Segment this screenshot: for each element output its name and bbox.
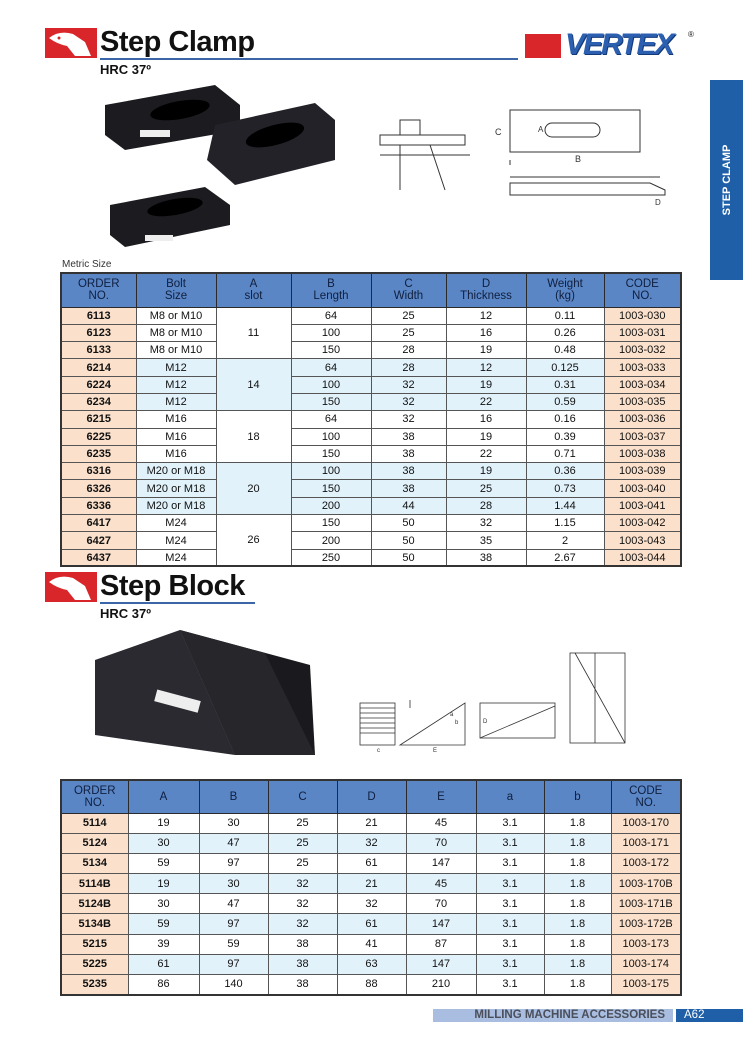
order-no: 6133 [61,342,136,359]
eagle-logo-icon [45,28,97,58]
value-cell: 47 [199,833,268,853]
header-text: A [159,790,168,803]
thickness-d: 19 [446,376,526,393]
bolt-size: M24 [136,515,216,532]
value-cell: 21 [337,874,406,894]
bolt-size: M20 or M18 [136,480,216,497]
order-no: 5235 [61,975,128,995]
table-row [61,833,681,853]
value-cell: 1.8 [544,853,611,873]
length-b: 150 [291,393,371,410]
value-cell: 59 [128,853,199,873]
table-row [61,411,681,428]
code-no: 1003-031 [604,324,681,341]
slot-a: 11 [216,307,291,359]
value-cell: 147 [406,914,476,934]
width-c: 50 [371,515,446,532]
value-cell: 19 [128,874,199,894]
column-header [61,273,136,307]
value-cell: 3.1 [476,954,544,974]
code-no: 1003-032 [604,342,681,359]
length-b: 200 [291,497,371,514]
value-cell: 38 [268,975,337,995]
table-row [61,549,681,566]
column-header [337,780,406,813]
weight: 0.125 [526,359,604,376]
width-c: 28 [371,342,446,359]
registered-mark: ® [688,30,694,39]
thickness-d: 16 [446,411,526,428]
slot-a: 20 [216,463,291,515]
header-text: ORDER [73,784,116,797]
section-title: Step Block [100,570,245,602]
header-text: Width [393,290,424,303]
order-no: 6326 [61,480,136,497]
header-text: CODE [629,784,663,797]
header-text: C [404,278,413,291]
value-cell: 97 [199,853,268,873]
value-cell: 19 [128,813,199,833]
weight: 0.73 [526,480,604,497]
code-no: 1003-037 [604,428,681,445]
value-cell: 30 [128,894,199,914]
value-cell: 32 [337,833,406,853]
value-cell: 147 [406,853,476,873]
value-cell: 30 [199,874,268,894]
value-cell: 3.1 [476,894,544,914]
svg-text:C: C [495,127,502,137]
weight: 0.26 [526,324,604,341]
value-cell: 70 [406,833,476,853]
column-header [291,273,371,307]
value-cell: 3.1 [476,853,544,873]
value-cell: 3.1 [476,934,544,954]
width-c: 25 [371,324,446,341]
length-b: 100 [291,463,371,480]
svg-text:A: A [538,125,544,134]
header-text: C [298,790,307,803]
header-text: B [229,790,238,803]
value-cell: 25 [268,833,337,853]
code-no: 1003-039 [604,463,681,480]
column-header [406,780,476,813]
value-cell: 59 [128,914,199,934]
side-tab-label: STEP CLAMP [720,144,733,216]
code-no: 1003-033 [604,359,681,376]
header-text: (kg) [555,290,575,303]
code-no: 1003-172 [611,853,681,873]
weight: 0.16 [526,411,604,428]
value-cell: 1.8 [544,914,611,934]
order-no: 5124 [61,833,128,853]
value-cell: 1.8 [544,954,611,974]
bolt-size: M20 or M18 [136,497,216,514]
width-c: 38 [371,463,446,480]
table-row [61,445,681,462]
value-cell: 21 [337,813,406,833]
vertex-eagle-icon [525,34,561,58]
code-no: 1003-174 [611,954,681,974]
footer-page-number: A62 [676,1009,743,1022]
value-cell: 32 [337,894,406,914]
value-cell: 88 [337,975,406,995]
length-b: 150 [291,342,371,359]
table-row [61,894,681,914]
column-header [476,780,544,813]
bolt-size: M8 or M10 [136,307,216,324]
value-cell: 45 [406,874,476,894]
order-no: 6417 [61,515,136,532]
order-no: 5114B [61,874,128,894]
header-text: b [574,790,581,803]
table-row [61,853,681,873]
value-cell: 3.1 [476,975,544,995]
bolt-size: M20 or M18 [136,463,216,480]
length-b: 150 [291,445,371,462]
thickness-d: 12 [446,307,526,324]
column-header [611,780,681,813]
bolt-size: M16 [136,411,216,428]
value-cell: 61 [337,914,406,934]
value-cell: 39 [128,934,199,954]
length-b: 150 [291,515,371,532]
table-row [61,359,681,376]
value-cell: 1.8 [544,894,611,914]
order-no: 5134 [61,853,128,873]
title-underline [100,602,255,604]
vertex-wordmark: VERTEX [565,28,673,61]
order-no: 6427 [61,532,136,549]
order-no: 5124B [61,894,128,914]
code-no: 1003-042 [604,515,681,532]
weight: 0.59 [526,393,604,410]
value-cell: 30 [199,813,268,833]
svg-text:D: D [483,719,488,725]
header-text: Length [313,290,349,303]
thickness-d: 16 [446,324,526,341]
table-row [61,532,681,549]
column-header [128,780,199,813]
width-c: 28 [371,359,446,376]
header-text: Thickness [460,290,512,303]
hardness-label: HRC 37º [100,606,151,621]
order-no: 5134B [61,914,128,934]
value-cell: 61 [128,954,199,974]
order-no: 5225 [61,954,128,974]
table-row [61,463,681,480]
column-header [446,273,526,307]
table-row [61,480,681,497]
width-c: 38 [371,445,446,462]
length-b: 100 [291,428,371,445]
value-cell: 3.1 [476,914,544,934]
code-no: 1003-173 [611,934,681,954]
weight: 0.31 [526,376,604,393]
order-no: 6215 [61,411,136,428]
header-text: Size [164,290,188,303]
footer-section-label: MILLING MACHINE ACCESSORIES [433,1009,673,1022]
width-c: 32 [371,411,446,428]
order-no: 6225 [61,428,136,445]
header-text: D [481,278,491,291]
step-clamp-drawing [370,95,670,220]
weight: 1.44 [526,497,604,514]
thickness-d: 19 [446,428,526,445]
step-clamp-table [60,272,682,567]
code-no: 1003-041 [604,497,681,514]
code-no: 1003-171B [611,894,681,914]
order-no: 6214 [61,359,136,376]
code-no: 1003-038 [604,445,681,462]
code-no: 1003-175 [611,975,681,995]
value-cell: 87 [406,934,476,954]
column-header [136,273,216,307]
slot-a: 14 [216,359,291,411]
table-row [61,813,681,833]
header-text: D [367,790,376,803]
vertex-logo [525,30,695,62]
step-block-table [60,779,682,996]
value-cell: 32 [268,894,337,914]
header-text: ORDER [77,278,120,291]
table-row [61,914,681,934]
value-cell: 1.8 [544,975,611,995]
value-cell: 86 [128,975,199,995]
weight: 1.15 [526,515,604,532]
value-cell: 1.8 [544,813,611,833]
value-cell: 1.8 [544,833,611,853]
slot-a: 18 [216,411,291,463]
value-cell: 41 [337,934,406,954]
table-row [61,307,681,324]
svg-text:B: B [575,154,582,164]
header-text: A [249,278,258,291]
thickness-d: 19 [446,342,526,359]
length-b: 200 [291,532,371,549]
value-cell: 147 [406,954,476,974]
bolt-size: M24 [136,532,216,549]
table-row [61,342,681,359]
bolt-size: M24 [136,549,216,566]
value-cell: 1.8 [544,934,611,954]
length-b: 100 [291,376,371,393]
order-no: 6336 [61,497,136,514]
width-c: 50 [371,549,446,566]
value-cell: 32 [268,914,337,934]
width-c: 32 [371,393,446,410]
svg-text:E: E [433,748,438,753]
value-cell: 210 [406,975,476,995]
bolt-size: M12 [136,359,216,376]
column-header [604,273,681,307]
table-row [61,324,681,341]
thickness-d: 19 [446,463,526,480]
slot-a: 26 [216,515,291,567]
code-no: 1003-043 [604,532,681,549]
thickness-d: 38 [446,549,526,566]
step-block-photo [85,625,325,770]
value-cell: 32 [268,874,337,894]
step-block-drawing [355,648,635,753]
thickness-d: 25 [446,480,526,497]
title-underline [100,58,518,60]
thickness-d: 12 [446,359,526,376]
weight: 0.48 [526,342,604,359]
value-cell: 97 [199,954,268,974]
column-header [216,273,291,307]
value-cell: 63 [337,954,406,974]
header-text: NO. [88,290,109,303]
section-side-tab[interactable] [710,80,743,280]
value-cell: 30 [128,833,199,853]
width-c: 38 [371,480,446,497]
code-no: 1003-035 [604,393,681,410]
value-cell: 140 [199,975,268,995]
order-no: 6437 [61,549,136,566]
thickness-d: 32 [446,515,526,532]
code-no: 1003-170 [611,813,681,833]
svg-text:D: D [655,198,661,207]
value-cell: 3.1 [476,813,544,833]
table-row [61,874,681,894]
table-row [61,975,681,995]
value-cell: 97 [199,914,268,934]
weight: 2 [526,532,604,549]
code-no: 1003-030 [604,307,681,324]
value-cell: 59 [199,934,268,954]
header-text: CODE [625,278,659,291]
length-b: 64 [291,411,371,428]
eagle-logo-icon [45,572,97,602]
header-text: slot [244,290,263,303]
length-b: 250 [291,549,371,566]
page-title: Step Clamp [100,26,255,58]
code-no: 1003-172B [611,914,681,934]
column-header [371,273,446,307]
column-header [526,273,604,307]
order-no: 6234 [61,393,136,410]
table-row [61,428,681,445]
width-c: 38 [371,428,446,445]
value-cell: 3.1 [476,833,544,853]
order-no: 5215 [61,934,128,954]
thickness-d: 35 [446,532,526,549]
value-cell: 47 [199,894,268,914]
header-text: B [327,278,335,291]
value-cell: 1.8 [544,874,611,894]
value-cell: 38 [268,954,337,974]
value-cell: 70 [406,894,476,914]
header-text: E [437,790,445,803]
order-no: 6113 [61,307,136,324]
width-c: 32 [371,376,446,393]
bolt-size: M16 [136,428,216,445]
width-c: 44 [371,497,446,514]
value-cell: 25 [268,853,337,873]
weight: 0.39 [526,428,604,445]
bolt-size: M16 [136,445,216,462]
bolt-size: M12 [136,393,216,410]
code-no: 1003-044 [604,549,681,566]
table-row [61,515,681,532]
value-cell: 45 [406,813,476,833]
value-cell: 3.1 [476,874,544,894]
value-cell: 25 [268,813,337,833]
header-text: a [506,790,514,803]
table-row [61,497,681,514]
bolt-size: M8 or M10 [136,342,216,359]
weight: 0.36 [526,463,604,480]
thickness-d: 22 [446,393,526,410]
order-no: 6235 [61,445,136,462]
table-row [61,934,681,954]
width-c: 25 [371,307,446,324]
column-header [268,780,337,813]
header-text: Bolt [166,278,186,291]
bolt-size: M8 or M10 [136,324,216,341]
code-no: 1003-170B [611,874,681,894]
metric-size-note: Metric Size [62,259,112,270]
table-row [61,393,681,410]
weight: 0.71 [526,445,604,462]
header-text: NO. [635,796,656,809]
header-text: NO. [632,290,653,303]
column-header [544,780,611,813]
code-no: 1003-036 [604,411,681,428]
weight: 0.11 [526,307,604,324]
order-no: 5114 [61,813,128,833]
thickness-d: 28 [446,497,526,514]
table-row [61,376,681,393]
order-no: 6316 [61,463,136,480]
header-text: NO. [84,796,105,809]
code-no: 1003-171 [611,833,681,853]
length-b: 64 [291,359,371,376]
width-c: 50 [371,532,446,549]
svg-text:b: b [455,720,459,726]
code-no: 1003-034 [604,376,681,393]
length-b: 64 [291,307,371,324]
order-no: 6224 [61,376,136,393]
value-cell: 38 [268,934,337,954]
thickness-d: 22 [446,445,526,462]
step-clamp-photo [95,75,365,255]
svg-text:a: a [450,712,454,718]
code-no: 1003-040 [604,480,681,497]
column-header [199,780,268,813]
column-header [61,780,128,813]
bolt-size: M12 [136,376,216,393]
value-cell: 61 [337,853,406,873]
hardness-label: HRC 37º [100,62,151,77]
table-row [61,954,681,974]
weight: 2.67 [526,549,604,566]
length-b: 150 [291,480,371,497]
order-no: 6123 [61,324,136,341]
svg-text:c: c [377,748,380,753]
length-b: 100 [291,324,371,341]
header-text: Weight [547,278,583,291]
